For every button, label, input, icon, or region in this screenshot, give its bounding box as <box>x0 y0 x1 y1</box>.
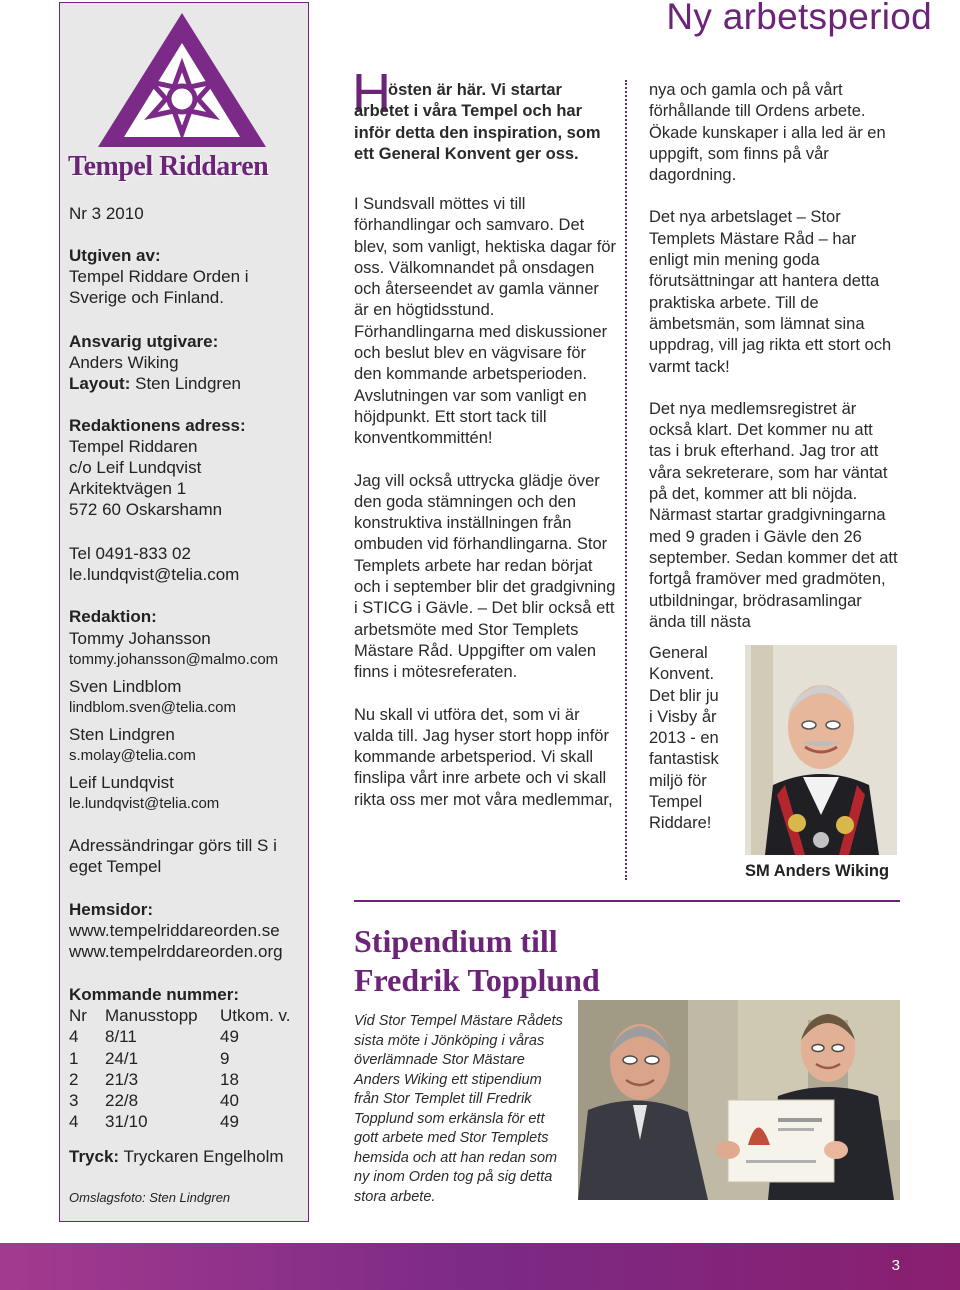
layout-credit: Layout: Sten Lindgren <box>69 374 241 393</box>
website-link[interactable]: www.tempelriddareorden.se <box>69 921 280 940</box>
address-change-note: Adressändringar görs till S i <box>69 836 277 855</box>
table-row: 4 8/11 49 <box>69 1027 239 1047</box>
editorial-label: Redaktion: <box>69 607 157 626</box>
table-header-row: Nr Manusstopp Utkom. v. <box>69 1006 291 1025</box>
article-column-2 <box>649 80 899 633</box>
printer-credit: Tryck: Tryckaren Engelholm <box>69 1147 284 1166</box>
issue-number: Nr 3 2010 <box>69 204 144 223</box>
editor-name: Tommy Johansson <box>69 629 211 648</box>
editor-email[interactable]: tommy.johansson@malmo.com <box>69 651 279 668</box>
paragraph: Det nya medlemsregistret är också klart. Det kommer nu att tas i bruk efterhand. Jag tror att våra sekreterare, som har väntat på det, kommer att bli nöjda. Närmast startar gradgivningarna med 9 graden i Gävle den 26 september. Sedan kommer det att fortgå framöver med gradmöten, utbildningar, brödrasamlingar ända till nästa <box>649 399 898 631</box>
section-rule <box>354 900 900 902</box>
paragraph: Jag vill också uttrycka glädje över den goda stämningen och den konstruktiva inställningen från ombuden vid förhandlingarna. Stor Templets arbete har redan börjat och i september blir det gradgivning i STICG i Gävle. – Det blir också ett arbetsmöte med Stor Templets Mästare Råd. Uppgifter om valen finns i mötesreferaten. <box>354 471 616 682</box>
table-row: 3 22/8 40 <box>69 1091 239 1111</box>
address-line: 572 60 Oskarshamn <box>69 500 223 519</box>
photo-caption: SM Anders Wiking <box>745 862 890 880</box>
responsible-name: Anders Wiking <box>69 353 179 372</box>
upcoming-label: Kommande nummer: <box>69 985 240 1004</box>
address-line: Arkitektvägen 1 <box>69 479 187 498</box>
drop-cap: H <box>352 63 391 123</box>
websites-label: Hemsidor: <box>69 900 154 919</box>
responsible-label: Ansvarig utgivare: <box>69 332 219 351</box>
address-change-note: eget Tempel <box>69 857 162 876</box>
website-link[interactable]: www.tempelrddareorden.org <box>69 942 283 961</box>
brand-wordmark: Tempel Riddaren <box>68 151 269 182</box>
article-column-1 <box>354 194 616 811</box>
table-row: 1 24/1 9 <box>69 1048 230 1068</box>
address-line: c/o Leif Lundqvist <box>69 458 202 477</box>
page-number: 3 <box>891 1257 900 1274</box>
section-intro: Vid Stor Tempel Mästare Rådets sista möte i Jönköping i våras överlämnade Stor Mästare Anders Wiking ett stipendium från Stor Templet till Fredrik Topplund som erkänsla för ett gott arbete med Stor Templets hemsida och att han redan som ny inom Orden tog på sig detta stora arbete. <box>354 1013 563 1205</box>
editor-name: Sten Lindgren <box>69 725 175 744</box>
cover-photo-credit: Omslagsfoto: Sten Lindgren <box>69 1190 231 1205</box>
editor-name: Sven Lindblom <box>69 677 182 696</box>
address-line: Tempel Riddaren <box>69 437 198 456</box>
editor-email[interactable]: lindblom.sven@telia.com <box>69 699 236 716</box>
paragraph: Nu skall vi utföra det, som vi är valda till. Jag hyser stort hopp inför kommande arbetsperiod. Vi skall finslipa vårt inre arbete och vi skall rikta oss mer mot våra medlemmar, <box>354 705 613 809</box>
article-wrap-text: General Konvent. Det blir ju i Visby år 2013 - en fantastisk miljö för Tempel Riddare! <box>649 644 719 833</box>
telephone: Tel 0491-833 02 <box>69 544 191 563</box>
contact-email[interactable]: le.lundqvist@telia.com <box>69 565 240 584</box>
section-headline: Stipendium till Fredrik Topplund <box>354 923 600 998</box>
paragraph: I Sundsvall möttes vi till förhandlingar och samvaro. Det blev, som vanligt, hektiska dagar för oss. Välkomnandet på onsdagen och återseendet av gamla vänner är en högtidsstund. Förhandlingarna med diskussioner och beslut blev en vägvisare för den kommande arbetsperioden. Avslutningen var som vanligt en höjdpunkt. Ett stort tack till konventkommittén! <box>354 195 616 448</box>
masthead-sidebar <box>59 2 309 1222</box>
publisher-label: Utgiven av: <box>69 246 161 265</box>
order-emblem-icon <box>94 9 270 149</box>
column-divider <box>625 80 627 880</box>
upcoming-issues-table <box>69 1005 300 1133</box>
publisher-line: Tempel Riddare Orden i <box>69 267 249 286</box>
footer-bar <box>0 1243 960 1290</box>
paragraph: nya och gamla och på vårt förhållande till Ordens arbete. Ökade kunskaper i alla led är en uppgift, som finns på vår dagordning. <box>649 81 886 185</box>
page-title: Ny arbetsperiod <box>666 0 932 37</box>
article-lead: östen är här. Vi startar arbetet i våra Tempel och har inför detta den inspiration, som ett General Konvent ger oss. <box>354 81 601 163</box>
award-photo <box>578 1000 900 1200</box>
editor-name: Leif Lundqvist <box>69 773 174 792</box>
publisher-line: Sverige och Finland. <box>69 288 224 307</box>
editor-email[interactable]: le.lundqvist@telia.com <box>69 795 220 812</box>
paragraph: Det nya arbetslaget – Stor Templets Mästare Råd – har enligt min mening goda förutsättningar att hantera detta praktiska arbete. Till de ämbetsmän, som lämnat sina uppdrag, vill jag rikta ett stort och varmt tack! <box>649 208 892 376</box>
portrait-photo <box>745 645 897 855</box>
table-row: 4 31/10 49 <box>69 1112 239 1132</box>
editor-email[interactable]: s.molay@telia.com <box>69 747 196 764</box>
address-label: Redaktionens adress: <box>69 416 246 435</box>
table-row: 2 21/3 18 <box>69 1069 239 1089</box>
